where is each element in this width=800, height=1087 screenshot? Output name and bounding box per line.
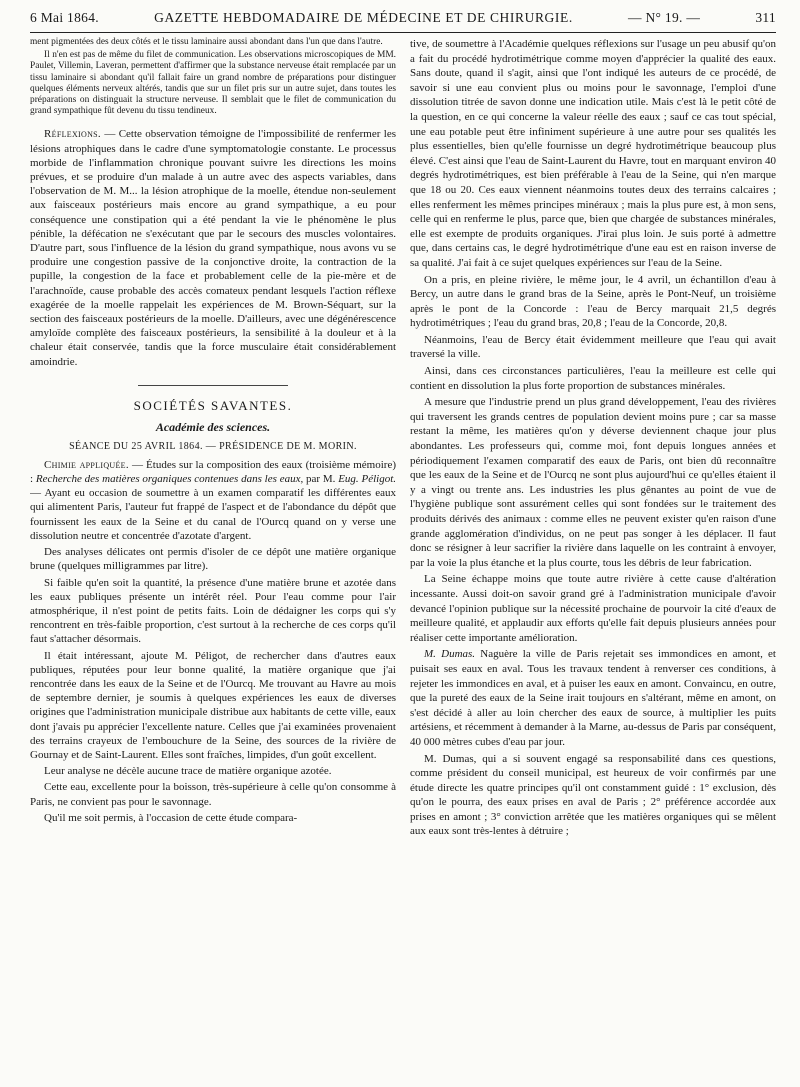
article-body-left <box>30 458 396 825</box>
chimie-title: Recherche des matières organiques contenues dans les eaux, <box>35 473 304 486</box>
seance-line: SÉANCE DU 25 AVRIL 1864. — PRÉSIDENCE DE M. MORIN. <box>69 440 357 452</box>
header-issue: — N° 19. — <box>628 10 701 25</box>
reflexions-paragraph <box>30 127 396 368</box>
chimie-author: Eug. Péligot. <box>338 473 396 486</box>
header-title: GAZETTE HEBDOMADAIRE DE MÉDECINE ET DE CHIRURGIE. <box>154 10 573 25</box>
observation-notes <box>30 37 396 117</box>
right-column <box>410 37 776 1077</box>
columns <box>30 37 776 1077</box>
article-paragraph: On a pris, en pleine rivière, le même jour, le 4 avril, un échantillon d'eau à Bercy, un autre dans le grand bras de la Seine, après le Pont-Neuf, un troisième après le pont de la Concorde : l'eau de Bercy marquait 21,5 degrés hydrotimétriques ; l'eau du grand bras, 20,8 ; l'eau de la Concorde, 20,8. <box>410 273 776 330</box>
article-paragraph: Ainsi, dans ces circonstances particulières, l'eau la meilleure est celle qui contient en dissolution la plus forte proportion de substances minérales. <box>410 365 776 392</box>
header-page-number: 311 <box>755 10 776 25</box>
reflexions-block <box>30 127 396 368</box>
observation-paragraph: Il n'en est pas de même du filet de communication. Les observations microscopiques de MM. Paulet, Villemin, Laveran, permettent d'affirmer que la substance nerveuse était remplacée par un tissu laminaire si abondant qu'il fallait faire un grand nombre de préparations pour distinguer quelques éléments nerveux altérés, tandis que sur un filet pris sur un autre sujet, dans toutes les préparations on distinguait la structure nerveuse. Il semblait que le filet de communication du grand sympathique fût devenu du tissu tendineux. <box>30 50 396 117</box>
article-paragraph: tive, de soumettre à l'Académie quelques réflexions sur l'usage un peu abusif qu'on a fait du procédé hydrotimétrique comme moyen d'apprécier la qualité des eaux. Sans doute, quand il s'agit, ainsi que l'ont indiqué les auteurs de ce procédé, de savoir si une eau convient plus ou moins pour le savonnage, l'emploi d'une dissolution titrée de savon donne une indication utile. Mais c'est là le petit côté de la question, en ce qui concerne la valeur réelle des eaux ; sauf ce cas tout spécial, une eau potable peut être infiniment supérieure à une autre pour ses qualités les plus essentielles, bien qu'elle fournisse un degré hydrotimétrique beaucoup plus élevé. C'est ainsi que l'eau de Saint-Laurent du Havre, tout en marquant environ 40 degrés hydrotimétriques, est bien préférable à l'eau de la Seine, qui n'en marque que 18 ou 20. Ces eaux viennent néanmoins toutes deux des terrains calcaires ; elles renferment les mêmes principes minéraux ; mais la plus pure est, à mon sens, celle qui en renferme le plus, parce que, bien que chargée de substances minérales, elle est exempte de produits organiques. J'irai plus loin. Je suis porté à admettre que, dans certains cas, le degré hydrotimétrique d'une eau est en raison inverse de sa qualité. J'ai fait à ce sujet quelques expériences sur l'eau de la Seine. <box>410 38 776 269</box>
chimie-by: par M. <box>303 473 339 486</box>
left-column <box>30 37 396 1077</box>
article-paragraph: Cette eau, excellente pour la boisson, très-supérieure à celle qu'on consomme à Paris, ne convient pas pour le savonnage. <box>30 781 396 808</box>
section-divider <box>138 385 288 386</box>
running-header <box>30 10 776 33</box>
article-paragraph: Néanmoins, l'eau de Bercy était évidemment meilleure que l'eau qui avait traversé la ville. <box>410 333 776 361</box>
chimie-label: Chimie appliquée. <box>44 458 129 471</box>
article-paragraph <box>410 647 776 749</box>
chimie-head: — Études sur la composition des eaux (troisième mémoire) : <box>30 458 396 486</box>
article-paragraph: La Seine échappe moins que toute autre rivière à cette cause d'altération incessante. Aussi doit-on savoir grand gré à l'administration municipale d'avoir devancé l'opinion publique sur la nécessité prochaine de pourvoir la cité d'eaux de meilleure qualité, et applaudir aux efforts qu'elle fait depuis plusieurs années pour réaliser cette importante amélioration. <box>410 573 776 644</box>
observation-paragraph: ment pigmentées des deux côtés et le tissu laminaire aussi abondant dans l'un que dans l'autre. <box>30 37 383 47</box>
article-paragraph: Si faible qu'en soit la quantité, la présence d'une matière brune et azotée dans les eaux publiques présente un intérêt réel. Pour l'eau comme pour l'air atmosphérique, il n'est point de petits faits. Loin de dédaigner les corps qui s'y rencontrent en très-faible proportion, c'est surtout à la recherche de ces corps qu'il faut s'attacher désormais. <box>30 576 396 646</box>
reflexions-label: Réflexions. <box>44 128 101 141</box>
speaker-name: M. Dumas. <box>424 648 476 661</box>
article-paragraph: A mesure que l'industrie prend un plus grand développement, l'eau des rivières qui traversent les grands centres de population devient moins pure ; car sa masse restant la même, les matières qu'on y déverse deviennent chaque jour plus abondantes. Les professeurs qui, comme moi, font depuis longues années et périodiquement l'examen comparatif des eaux de Paris, ont bien dû reconnaître que les eaux de la Seine et de l'Ourcq ne sont plus aujourd'hui ce qu'elles étaient il y a vingt ou trente ans. Les industries les plus gênantes au point de vue de l'hygiène publique sont assurément celles qui sont fondées sur le traitement des produits dérivés des animaux : comme elles ne peuvent exister qu'en raison d'une grande agglomération d'individus, on ne peut pas songer à les déplacer. Il faut donc se résigner à leur sacrifier la rivière dans laquelle on les contraint à envoyer, par la voie la plus étanche et la plus courte, tous les débris de leur fabrication. <box>410 396 776 569</box>
speaker-text: Naguère la ville de Paris rejetait ses immondices en amont, et puisait ses eaux en aval. Tous les travaux tendent à renverser ces conditions, à rejeter les immondices en aval, et à puiser les eaux en amont. Convaincu, en outre, que la pureté des eaux de la Seine irait toujours en s'altérant, même en amont, on s'est décidé à aller au loin chercher des eaux de source, à multiplier les puits artésiens, et récemment à demander à la Marne, au-dessus de Paris par conséquent, 40 000 mètres cubes d'eau par jour. <box>410 648 776 748</box>
article-paragraph: Des analyses délicates ont permis d'isoler de ce dépôt une matière organique brune (quelques milligrammes par litre). <box>30 546 396 573</box>
article-paragraph: Il était intéressant, ajoute M. Péligot, de rechercher dans d'autres eaux publiques, réputées pour leur bonne qualité, la matière organique que j'ai rencontrée dans les eaux de la Seine et de l'Ourcq. Me trouvant au Havre au mois de septembre dernier, je soumis à quelques expériences les eaux de diverses origines que l'administration municipale distribue aux habitants de cette ville, eaux dont j'avais pu apprécier l'excellente nature. Celles que j'ai examinées provenaient des terrains crayeux de l'embouchure de la Seine, des sources de la rivière de Gournay et de Saint-Laurent. Elles sont fraîches, limpides, d'un goût excellent. <box>30 649 396 761</box>
chimie-text: — Ayant eu occasion de soumettre à un examen comparatif les différentes eaux qui alimentent Paris, l'auteur fut frappé de l'aspect et de l'abondance du dépôt que fournissent les eaux de la Seine et du canal de l'Ourcq quand on y verse une dissolution neutre et concentrée d'azotate d'argent. <box>30 487 396 542</box>
reflexions-text: — Cette observation témoigne de l'impossibilité de renfermer les lésions atrophiques dans le cadre d'une symptomatologie constante. Le processus morbide de l'inflammation chronique pouvant suivre les directions les moins prévues, et se produire d'un malade à un autre avec des aspects variables, dans l'observation de M. M... la lésion atrophique de la moelle, étendue non-seulement aux faisceaux postérieurs mais encore au grand sympathique, a eu pour conséquence une constipation qui a été pendant la vie le phénomène le plus pénible, la défécation ne s'exécutant que par le secours des muscles volontaires. D'autre part, sous l'influence de la lésion du grand sympathique, nous avons vu se produire une congestion passive de la conjonctive droite, la contraction de la pupille, la congestion de la face et probablement celle de la pie-mère et de l'arachnoïde, cause probable des accès comateux pendant lesquels l'action réflexe exagérée de la moelle rappelait les expériences de M. Brown-Séquart, sur la section des faisceaux postérieurs de la moelle. D'ailleurs, avec une dégénérescence amyloïde complète des faisceaux postérieurs, la sensibilité à la douleur et à la chaleur était conservée, tandis que la force musculaire était considérablement amoindrie. <box>30 128 396 368</box>
header-date: 6 Mai 1864. <box>30 10 99 25</box>
article-paragraph <box>30 458 396 543</box>
academy-title: Académie des sciences. <box>155 419 271 434</box>
section-title: SOCIÉTÉS SAVANTES. <box>133 397 293 413</box>
article-paragraph: Qu'il me soit permis, à l'occasion de cette étude compara- <box>44 811 298 824</box>
article-paragraph: Leur analyse ne décèle aucune trace de matière organique azotée. <box>44 765 332 778</box>
article-paragraph: M. Dumas, qui a si souvent engagé sa responsabilité dans ces questions, comme président du conseil municipal, est heureux de voir confirmés par une étude directe les quatre principes qu'il ont constamment guidé : 1° exclusion, dès qu'on le pourra, des eaux prises en aval de Paris ; 2° préférence accordée aux prises en amont ; 3° conviction arrêtée que les matières organiques qui se mêlent aux eaux sont très-lentes à détruire ; <box>410 752 776 838</box>
